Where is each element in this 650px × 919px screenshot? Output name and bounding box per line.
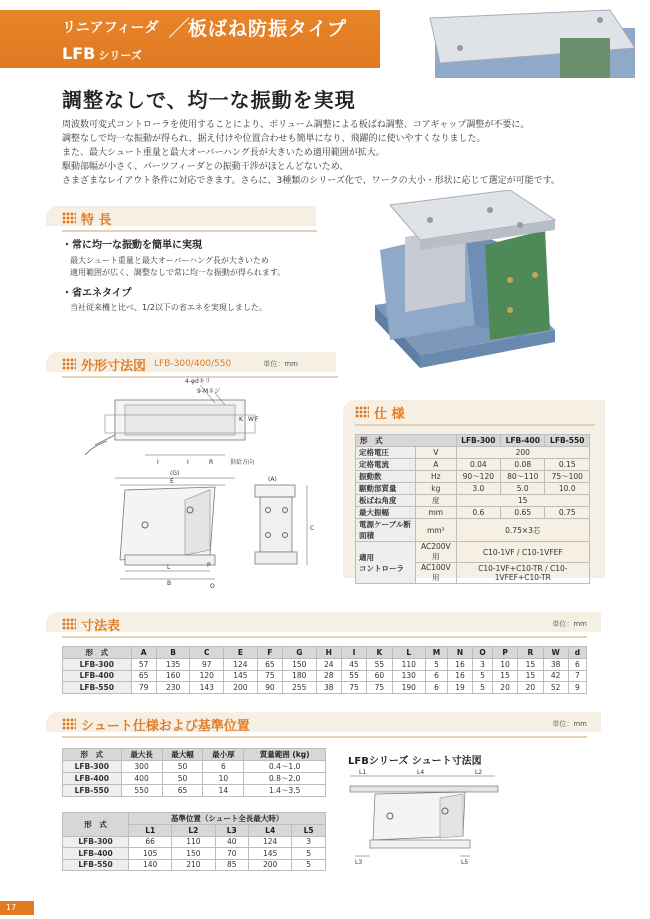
svg-text:(G): (G): [170, 470, 180, 477]
svg-text:L5: L5: [461, 859, 469, 866]
spec-row: AC100V用 C10-1VF+C10-TR / C10-1VFEF+C10-TR: [356, 563, 590, 584]
section-dots-icon: [62, 618, 76, 630]
spec-row: 板ばね角度 度 15: [356, 495, 590, 507]
spec-row: 駆動部質量 kg 3.0 5.0 10.0: [356, 483, 590, 495]
table-row: LFB-300 66 110 40 124 3: [63, 836, 326, 848]
svg-text:供給方向: 供給方向: [230, 459, 255, 466]
intro-text: 周波数可変式コントローラを使用することにより、ボリューム調整による板ばね調整、コアギャップ調整が不要に。 調整なしで均一な振動が得られ、据え付けや位置合わせも簡単になり、飛躍的に使いやすくなりました。 また、最大シュート重量と最大オーバーハング長が大きいため適用範囲が拡大。 駆動部幅が小さく、パーツフィーダとの振動干渉がほとんどないため、 さまざまなレイアウト条件に対応できます。さらに、3種類のシリーズ化で、ワークの大小・形状に応じて選定が可能です。: [62, 120, 560, 186]
spec-row: 定格電圧 V 200: [356, 447, 590, 459]
header-type: 板ばね防振タイプ: [188, 18, 348, 40]
svg-text:C: C: [310, 525, 315, 532]
header-category: リニアフィーダ: [62, 20, 159, 36]
header-series: LFB シリーズ: [62, 44, 142, 63]
spec-row: 振動数 Hz 90～120 80～110 75～100: [356, 471, 590, 483]
svg-text:W: W: [248, 416, 254, 423]
chute-position-table: 形 式 基準位置（シュート全長最大時） L1 L2 L3 L4 L5 LFB-300 66 110 40 124 3 LFB-400 105 150 70 145 5 LFB-550 140 210 85 200 5: [62, 812, 326, 871]
svg-text:I: I: [157, 459, 159, 466]
svg-text:E: E: [170, 478, 174, 485]
table-row: LFB-400 400 50 10 0.8～2.0: [63, 773, 326, 785]
specs-table: 形 式 LFB-300 LFB-400 LFB-550 定格電圧 V 200 定格電流 A 0.04 0.08 0.15 振動数 Hz 90～120 80～110 75～100 駆動部質量 kg 3.0 5.0 10.0 板ばね角度 度 15 最大振幅 mm 0.6 0.65 0.75 電源ケーブル断面積 mm² 0.75×3芯 適用 コントローラ AC200V用 C10-1VF / C10-1VFEF AC100V用 C10-1VF+C10-TR / C10-1VFEF+C10-TR: [355, 434, 590, 584]
svg-text:R: R: [209, 459, 214, 466]
svg-text:L4: L4: [417, 769, 425, 776]
dimension-table: 形 式 A B C E F G H I K L M N O P R W d LFB-300 57 135 97 124 65 150 24 45 55 110 5 16 3 10 15 38 6 LFB-400 65 160 120 145 75 180 28 55 60 130 6 16 5 15 15 42 7 LFB-550 79 230 143 200 90 255 38 75 75 190 6 19 5 20 20 52 9: [62, 646, 587, 694]
svg-text:(A): (A): [268, 476, 277, 483]
svg-text:B: B: [167, 580, 172, 587]
svg-text:L1: L1: [359, 769, 367, 776]
svg-text:9-Mネジ: 9-Mネジ: [197, 388, 221, 395]
chute-diagram-title: LFBシリーズ シュート寸法図: [348, 756, 482, 767]
table-row: LFB-300 300 50 6 0.4～1.0: [63, 761, 326, 773]
feature-heading: ・常に均一な振動を簡単に実現: [62, 240, 202, 251]
svg-text:K: K: [239, 416, 243, 423]
svg-text:I: I: [187, 459, 189, 466]
dimension-drawing: [85, 375, 340, 600]
dim-table-title: 寸法表 単位：mm: [62, 612, 587, 638]
svg-text:F: F: [255, 416, 259, 423]
table-row: LFB-550 140 210 85 200 5: [63, 859, 326, 871]
features-list: [62, 240, 322, 323]
feature-body: 最大シュート重量と最大オーバーハング長が大きいため 適用範囲が広く、調整なしで常に均一な振動が得られます。: [70, 255, 286, 277]
spec-row: 適用 コントローラ AC200V用 C10-1VF / C10-1VFEF: [356, 542, 590, 563]
spec-row: 電源ケーブル断面積 mm² 0.75×3芯: [356, 519, 590, 542]
svg-text:L2: L2: [475, 769, 483, 776]
feature-body: 当社従来機と比べ、1/2以下の省エネを実現しました。: [70, 303, 267, 312]
chute-spec-table: 形 式 最大長 最大幅 最小厚 質量範囲 (kg) LFB-300 300 50 6 0.4～1.0 LFB-400 400 50 10 0.8～2.0 LFB-550 550 65 14 1.4～3.5: [62, 748, 326, 797]
product-photo-top: [420, 8, 650, 78]
feature-heading: ・省エネタイプ: [62, 287, 132, 299]
specs-title: 仕 様: [355, 400, 595, 426]
section-dots-icon: [355, 406, 369, 418]
table-row: LFB-550 79 230 143 200 90 255 38 75 75 190 6 19 5 20 20 52 9: [63, 682, 587, 694]
table-row: LFB-550 550 65 14 1.4～3.5: [63, 785, 326, 797]
chute-title: シュート仕様および基準位置 単位：mm: [62, 712, 587, 738]
table-row: LFB-400 65 160 120 145 75 180 28 55 60 130 6 16 5 15 15 42 7: [63, 670, 587, 682]
product-photo-main: [360, 190, 560, 370]
svg-text:L: L: [167, 564, 171, 571]
section-dots-icon: [62, 718, 76, 730]
section-dots-icon: [62, 212, 76, 224]
features-title: 特 長: [62, 206, 317, 232]
section-dots-icon: [62, 358, 76, 370]
svg-text:4-φdキリ: 4-φdキリ: [185, 378, 211, 385]
svg-text:L3: L3: [355, 859, 363, 866]
table-row: LFB-300 57 135 97 124 65 150 24 45 55 110 5 16 3 10 15 38 6: [63, 659, 587, 671]
page-number: 17: [0, 901, 34, 915]
headline: 調整なしで、均一な振動を実現: [62, 88, 356, 112]
spec-row: 最大振幅 mm 0.6 0.65 0.75: [356, 507, 590, 519]
svg-text:O: O: [210, 583, 215, 590]
spec-row: 定格電流 A 0.04 0.08 0.15: [356, 459, 590, 471]
svg-text:P: P: [207, 562, 211, 569]
chute-diagram: [345, 766, 505, 866]
table-row: LFB-400 105 150 70 145 5: [63, 848, 326, 860]
drawing-title: 外形寸法図 LFB-300/400/550 単位：mm: [62, 352, 338, 378]
header-divider: ／: [168, 17, 191, 42]
